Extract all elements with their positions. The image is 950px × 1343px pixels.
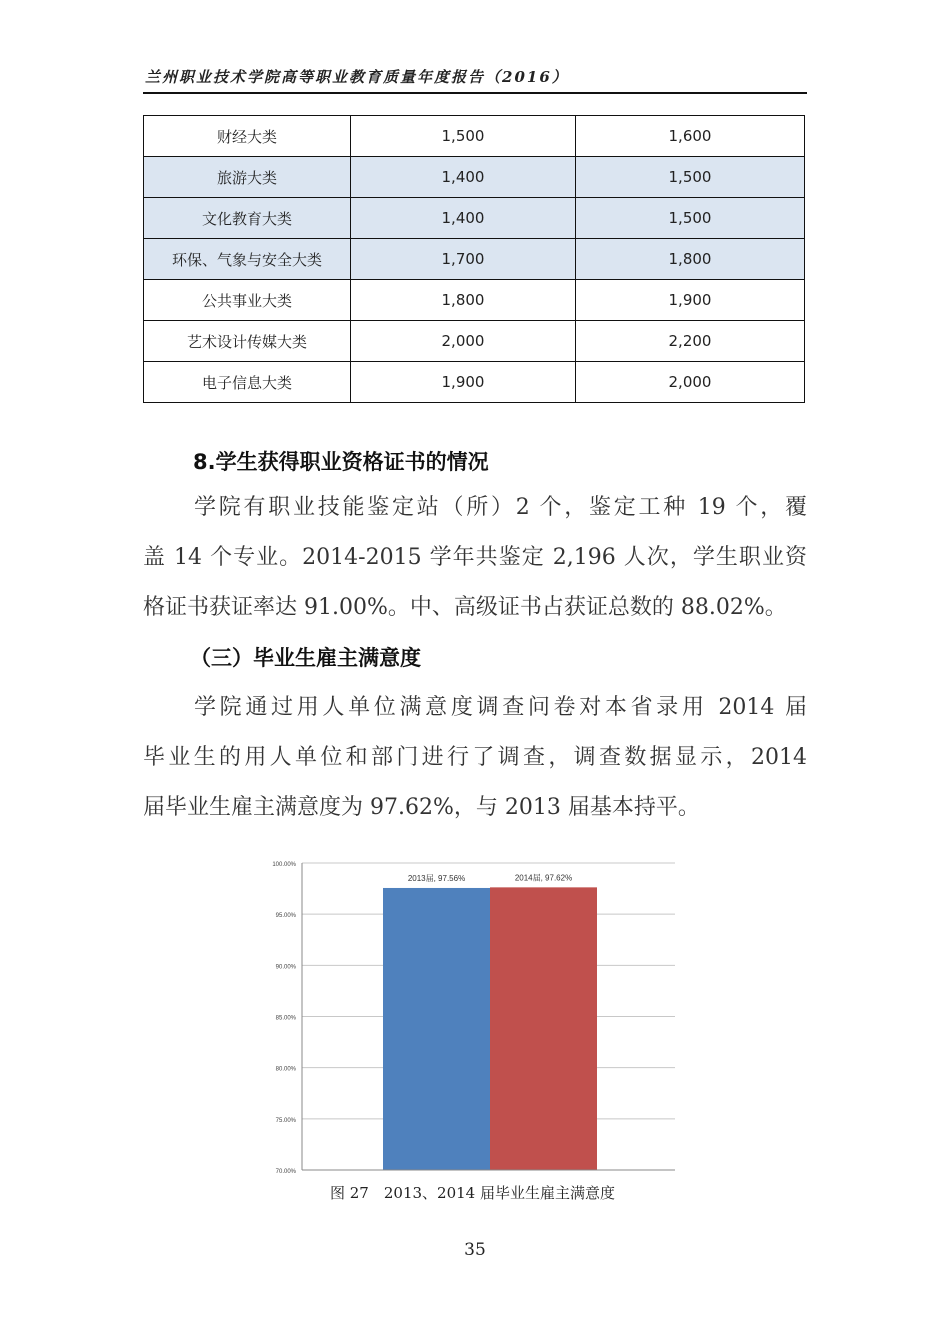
table-cell-name: 文化教育大类	[144, 198, 351, 239]
table-cell-name: 电子信息大类	[144, 362, 351, 403]
table-row	[144, 239, 805, 280]
table-cell-value: 1,800	[351, 280, 576, 321]
y-tick-label: 80.00%	[275, 1066, 296, 1073]
section-3-heading: （三）毕业生雇主满意度	[190, 646, 421, 670]
table-row	[144, 280, 805, 321]
y-tick-label: 75.00%	[275, 1117, 296, 1124]
bar-data-label: 2014届, 97.62%	[514, 873, 573, 883]
y-tick-label: 95.00%	[275, 913, 296, 920]
table-cell-value: 1,700	[351, 239, 576, 280]
table-row	[144, 116, 805, 157]
table-cell-name: 艺术设计传媒大类	[144, 321, 351, 362]
y-tick-label: 70.00%	[275, 1169, 296, 1175]
table-cell-name: 财经大类	[144, 116, 351, 157]
table-cell-value: 1,400	[351, 157, 576, 198]
chart-bars	[383, 887, 597, 1170]
paragraph-line: 盖 14 个专业。2014-2015 学年共鉴定 2,196 人次，学生职业资	[143, 545, 807, 570]
table-cell-name: 环保、气象与安全大类	[144, 239, 351, 280]
table-cell-value: 1,500	[576, 198, 805, 239]
table-cell-name: 公共事业大类	[144, 280, 351, 321]
chart-y-tick-labels	[272, 862, 296, 1175]
table-cell-value: 2,000	[576, 362, 805, 403]
bar	[383, 888, 490, 1170]
page-header-title: 兰州职业技术学院高等职业教育质量年度报告（2016）	[145, 68, 569, 86]
paragraph-line: 格证书获证率达 91.00%。中、高级证书占获证总数的 88.02%。	[143, 595, 787, 620]
chart-data-labels	[408, 873, 572, 883]
salary-table	[143, 115, 805, 403]
y-tick-label: 90.00%	[275, 964, 296, 971]
table-cell-value: 1,900	[576, 280, 805, 321]
section-8-heading: 8.学生获得职业资格证书的情况	[193, 450, 489, 474]
table-cell-value: 1,400	[351, 198, 576, 239]
figure-caption: 图 27 2013、2014 届毕业生雇主满意度	[330, 1184, 615, 1202]
table-cell-value: 2,000	[351, 321, 576, 362]
paragraph-line: 届毕业生雇主满意度为 97.62%，与 2013 届基本持平。	[143, 795, 700, 820]
table-row	[144, 198, 805, 239]
table-cell-value: 1,500	[576, 157, 805, 198]
bar	[490, 887, 597, 1170]
paragraph-line: 毕业生的用人单位和部门进行了调查，调查数据显示，2014	[143, 745, 807, 770]
table-cell-value: 1,900	[351, 362, 576, 403]
table-cell-value: 1,800	[576, 239, 805, 280]
bar-data-label: 2013届, 97.56%	[407, 873, 466, 883]
table-row	[144, 321, 805, 362]
paragraph-line: 学院通过用人单位满意度调查问卷对本省录用 2014 届	[194, 695, 807, 720]
paragraph-line: 学院有职业技能鉴定站（所）2 个，鉴定工种 19 个，覆	[194, 495, 807, 520]
page-number: 35	[464, 1240, 486, 1260]
y-tick-label: 100.00%	[272, 862, 296, 868]
header-rule	[143, 92, 807, 94]
table-cell-value: 1,500	[351, 116, 576, 157]
table-cell-value: 1,600	[576, 116, 805, 157]
table-row	[144, 362, 805, 403]
table-cell-value: 2,200	[576, 321, 805, 362]
table-row	[144, 157, 805, 198]
table-cell-name: 旅游大类	[144, 157, 351, 198]
y-tick-label: 85.00%	[275, 1015, 296, 1022]
satisfaction-bar-chart	[262, 855, 682, 1180]
